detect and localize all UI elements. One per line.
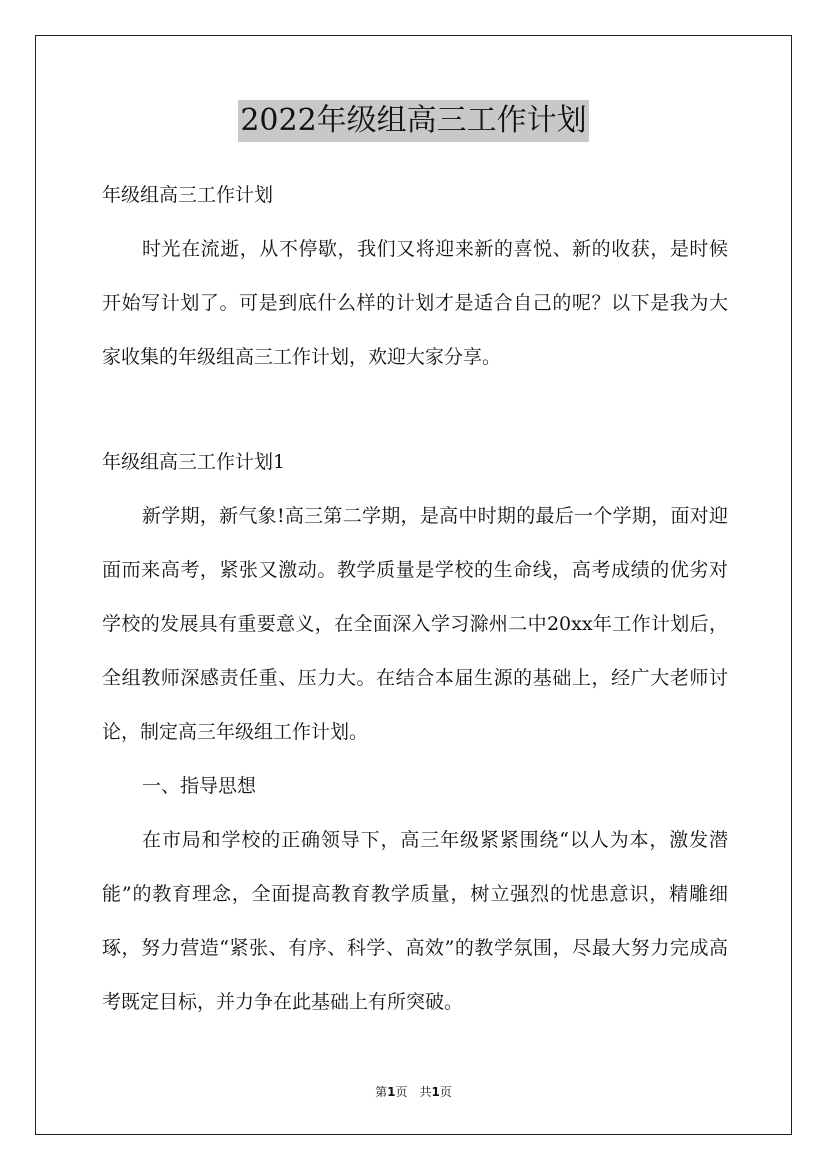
title-container: [0, 100, 827, 142]
page-prefix: 第: [375, 1085, 388, 1099]
document-title: 2022年级组高三工作计划: [238, 100, 588, 142]
body-paragraph: 新学期，新气象!高三第二学期，是高中时期的最后一个学期，面对迎面而来高考，紧张又激动。教学质量是学校的生命线，高考成绩的优劣对学校的发展具有重要意义，在全面深入学习滁州二中20xx年工作计划后，全组教师深感责任重、压力大。在结合本届生源的基础上，经广大老师讨论，制定高三年级组工作计划。: [102, 505, 728, 743]
page-suffix: 页: [395, 1085, 408, 1099]
total-suffix: 页: [439, 1085, 452, 1099]
total-pages: 1: [431, 1085, 440, 1099]
total-prefix: 共: [419, 1085, 432, 1099]
intro-paragraph: 时光在流逝，从不停歇，我们又将迎来新的喜悦、新的收获，是时候开始写计划了。可是到底什么样的计划才是适合自己的呢？以下是我为大家收集的年级组高三工作计划，欢迎大家分享。: [102, 238, 728, 368]
body-paragraph: 在市局和学校的正确领导下，高三年级紧紧围绕“以人为本，激发潜能”的教育理念，全面提高教育教学质量，树立强烈的忧患意识，精雕细琢，努力营造“紧张、有序、科学、高效”的教学氛围，尽最大努力完成高考既定目标，并力争在此基础上有所突破。: [102, 829, 728, 1013]
subsection-heading: 一、指导思想: [142, 775, 257, 797]
document-body: [102, 168, 728, 1029]
spacer: [102, 384, 728, 435]
section-heading: 年级组高三工作计划: [102, 184, 274, 206]
page-footer: [0, 1084, 827, 1100]
plan-heading: 年级组高三工作计划1: [102, 451, 286, 473]
page-number: 1: [387, 1085, 396, 1099]
